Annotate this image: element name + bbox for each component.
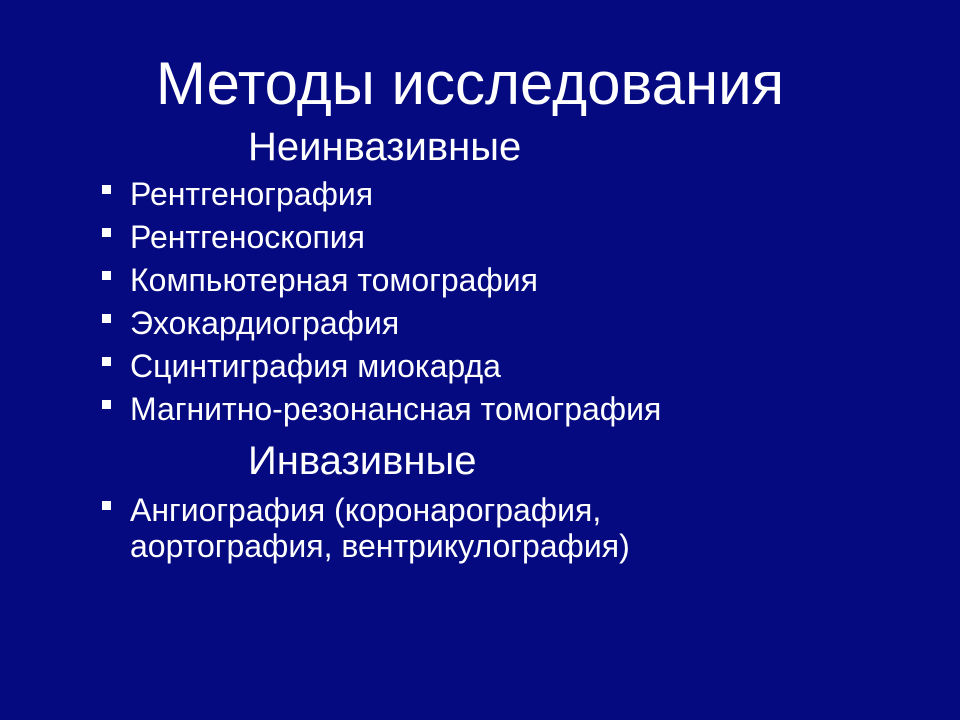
list-item [102,391,661,434]
section-heading-invasive: Инвазивные [248,439,477,483]
square-bullet-icon [102,314,111,323]
list-item [102,492,770,564]
noninvasive-methods-list [102,176,661,434]
list-item-text: Компьютерная томография [130,262,538,298]
list-item [102,305,661,348]
square-bullet-icon [102,185,111,194]
list-item-text: Рентгенография [130,176,374,212]
square-bullet-icon [102,228,111,237]
square-bullet-icon [102,501,111,510]
list-item-text: Ангиография (коронарография, аортография, вентрикулография) [130,492,630,564]
list-item [102,262,661,305]
list-item [102,176,661,219]
list-item-text: Эхокардиография [130,305,400,341]
slide-title: Методы исследования [155,50,785,117]
list-item [102,348,661,391]
square-bullet-icon [102,271,111,280]
section-heading-noninvasive: Неинвазивные [248,125,522,169]
list-item [102,219,661,262]
list-item-text: Магнитно-резонансная томография [130,391,662,427]
square-bullet-icon [102,357,111,366]
square-bullet-icon [102,400,111,409]
invasive-methods-list [102,492,770,564]
list-item-text: Рентгеноскопия [130,219,365,255]
list-item-text: Сцинтиграфия миокарда [130,348,501,384]
